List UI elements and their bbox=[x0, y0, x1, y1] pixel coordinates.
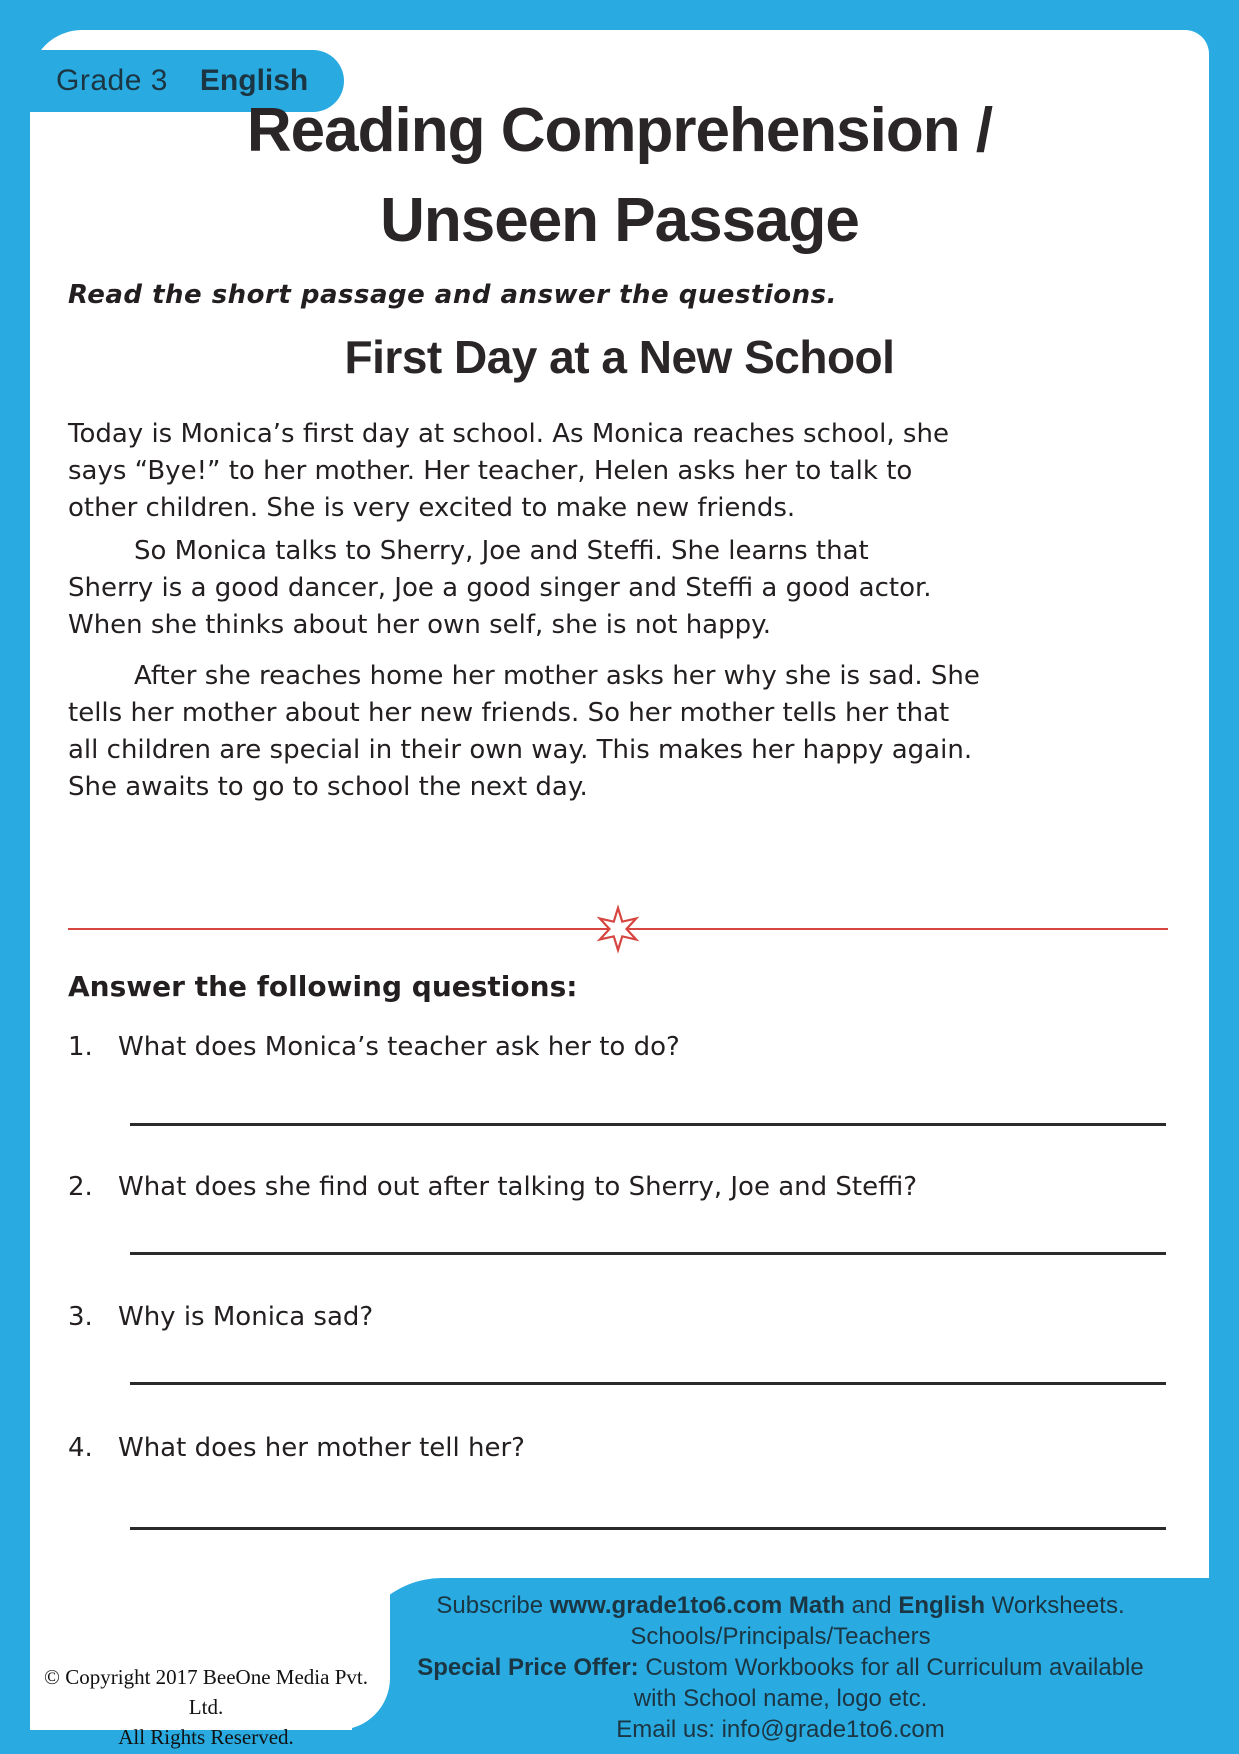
passage-line: When she thinks about her own self, she is not happy. bbox=[68, 610, 772, 640]
instruction-text: Read the short passage and answer the questions. bbox=[68, 280, 837, 310]
passage-line: So Monica talks to Sherry, Joe and Steffi. She learns that bbox=[134, 536, 869, 566]
question-text: What does Monica’s teacher ask her to do? bbox=[118, 1032, 680, 1062]
copyright-box bbox=[30, 1582, 390, 1749]
section-divider bbox=[68, 928, 1168, 930]
question-number: 4. bbox=[68, 1433, 93, 1463]
footer-offer-line bbox=[352, 1652, 1209, 1683]
footer-audience-line: Schools/Principals/Teachers bbox=[630, 1623, 931, 1650]
copyright-line2: All Rights Reserved. bbox=[118, 1725, 294, 1749]
subject-label: English bbox=[199, 64, 309, 97]
passage-line: After she reaches home her mother asks her why she is sad. She bbox=[134, 661, 980, 691]
questions-heading: Answer the following questions: bbox=[68, 970, 578, 1003]
passage-line: She awaits to go to school the next day. bbox=[68, 772, 588, 802]
answer-line-2[interactable] bbox=[130, 1252, 1166, 1255]
footer-site-math: www.grade1to6.com Math bbox=[549, 1592, 845, 1619]
footer-email-line: Email us: info@grade1to6.com bbox=[616, 1716, 945, 1743]
passage-line: all children are special in their own way. This makes her happy again. bbox=[68, 735, 973, 765]
passage-heading: First Day at a New School bbox=[344, 331, 895, 383]
footer-subscribe-line bbox=[352, 1590, 1209, 1621]
question-text: What does she find out after talking to Sherry, Joe and Steffi? bbox=[118, 1172, 918, 1202]
passage-line: Today is Monica’s first day at school. As Monica reaches school, she bbox=[68, 419, 949, 449]
footer-text: Custom Workbooks for all Curriculum available bbox=[638, 1654, 1144, 1681]
copyright-line1: © Copyright 2017 BeeOne Media Pvt. Ltd. bbox=[44, 1665, 368, 1719]
footer-text: and bbox=[844, 1592, 899, 1619]
answer-line-3[interactable] bbox=[130, 1382, 1166, 1385]
footer-english: English bbox=[898, 1592, 985, 1619]
footer-text: Worksheets. bbox=[985, 1592, 1125, 1619]
passage-line: other children. She is very excited to make new friends. bbox=[68, 493, 796, 523]
passage-line: tells her mother about her new friends. So her mother tells her that bbox=[68, 698, 950, 728]
passage-line: says “Bye!” to her mother. Her teacher, Helen asks her to talk to bbox=[68, 456, 913, 486]
copyright-text bbox=[36, 1662, 376, 1752]
page-title-line1: Reading Comprehension / bbox=[246, 96, 993, 165]
footer-text: Subscribe bbox=[436, 1592, 550, 1619]
page-title-line2: Unseen Passage bbox=[380, 186, 859, 255]
question-number: 3. bbox=[68, 1302, 93, 1332]
question-number: 1. bbox=[68, 1032, 93, 1062]
footer-customization-line: with School name, logo etc. bbox=[633, 1685, 928, 1712]
question-text: What does her mother tell her? bbox=[118, 1433, 525, 1463]
passage-paragraph-1 bbox=[68, 416, 1168, 527]
passage-paragraph-2 bbox=[68, 533, 1168, 644]
question-number: 2. bbox=[68, 1172, 93, 1202]
footer-promo-band bbox=[352, 1578, 1209, 1743]
passage-line: Sherry is a good dancer, Joe a good singer and Steffi a good actor. bbox=[68, 573, 932, 603]
question-text: Why is Monica sad? bbox=[118, 1302, 374, 1332]
passage-paragraph-3 bbox=[68, 658, 1168, 806]
footer-offer-label: Special Price Offer: bbox=[417, 1654, 639, 1681]
answer-line-4[interactable] bbox=[130, 1527, 1166, 1530]
star-icon bbox=[594, 905, 642, 953]
grade-label: Grade 3 bbox=[56, 64, 168, 97]
worksheet-page bbox=[30, 30, 1209, 1749]
answer-line-1[interactable] bbox=[130, 1123, 1166, 1126]
page-title bbox=[30, 86, 1209, 266]
